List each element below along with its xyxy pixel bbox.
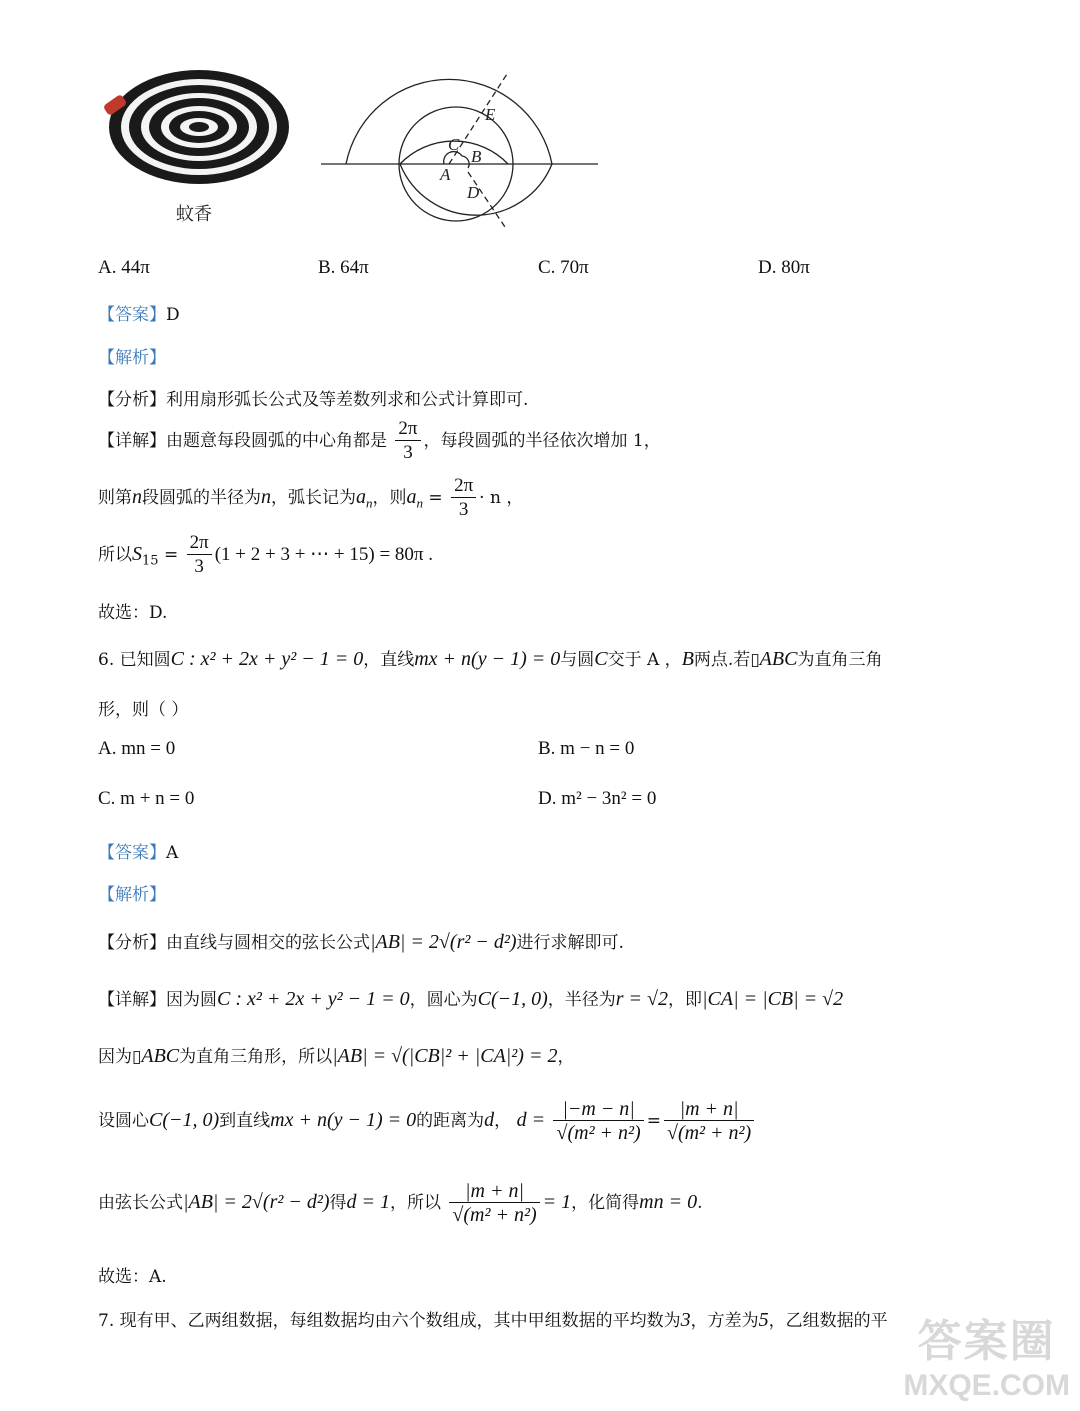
equals: = xyxy=(428,488,443,508)
fenxi-tag: 【分析】 xyxy=(98,390,166,410)
triangle-abc: ABC xyxy=(141,1045,180,1067)
var-a: a xyxy=(356,486,366,508)
q5-analysis-tag: 【解析】 xyxy=(98,348,166,368)
q5-detail-line2 xyxy=(98,475,523,522)
text: 的距离为 xyxy=(416,1111,485,1131)
radius-equality: |CA| = |CB| = √2 xyxy=(702,988,844,1010)
var-n: n xyxy=(261,486,271,508)
text: ，直线 xyxy=(363,650,415,670)
denominator: √(m² + n²) xyxy=(666,1122,752,1144)
text: 由题意每段圆弧的中心角都是 xyxy=(166,431,387,451)
denominator: 3 xyxy=(194,556,204,577)
numerator: |m + n| xyxy=(449,1180,539,1203)
spiral-diagram xyxy=(321,74,598,227)
sum-expression: (1 + 2 + 3 + ⋯ + 15) = 80π . xyxy=(214,544,434,565)
figure-caption: 蚊香 xyxy=(176,204,212,225)
label-A: A xyxy=(440,165,451,184)
text: ，每段圆弧的半径依次增加 1， xyxy=(423,431,661,451)
distance-fraction-1 xyxy=(553,1098,643,1145)
watermark-text: 答案圈 xyxy=(917,1317,1056,1366)
d-value: d = 1 xyxy=(346,1191,390,1213)
text: 段圆弧的半径为 xyxy=(142,488,261,508)
mosquito-coil-figure xyxy=(96,52,616,242)
text: 则第 xyxy=(98,488,132,508)
answer-value: D xyxy=(166,305,180,325)
q7-stem xyxy=(98,1306,888,1332)
text: 因为圆 xyxy=(166,990,217,1010)
numerator: |−m − n| xyxy=(553,1098,643,1121)
circle-equation: C : x² + 2x + y² − 1 = 0 xyxy=(217,988,410,1010)
q6-fenxi xyxy=(98,928,624,954)
text: 为直角三角形，所以 xyxy=(179,1047,333,1067)
text: 到直线 xyxy=(219,1111,271,1131)
subscript-n: n xyxy=(366,495,373,511)
text: 设圆心 xyxy=(98,1111,149,1131)
variance-value: 5 xyxy=(758,1309,769,1331)
text: ，弧长记为 xyxy=(271,488,356,508)
q5-detail-line1 xyxy=(98,418,661,465)
q6-choose: 故选：A. xyxy=(98,1267,167,1287)
ab-length: |AB| = √(|CB|² + |CA|²) = 2 xyxy=(332,1045,558,1067)
fraction-2pi-over-3 xyxy=(187,532,212,579)
q6-stem-line2: 形，则（ ） xyxy=(98,700,189,720)
q6-detail-line3 xyxy=(98,1098,757,1145)
chord-formula: |AB| = 2√(r² − d²) xyxy=(183,1191,330,1213)
q6-stem-line1: 6. 已知圆C : x² + 2x + y² − 1 = 0，直线mx + n(y − 1) = 0与圆C交于 A ，B两点.若▯ABC为直角三角 xyxy=(98,648,883,670)
text: ，即 xyxy=(668,990,703,1010)
equals: = xyxy=(646,1111,661,1131)
denominator: 3 xyxy=(458,499,469,520)
center: C(−1, 0) xyxy=(477,988,548,1010)
text: ，则 xyxy=(372,488,407,508)
q5-choose: 故选：D. xyxy=(98,603,168,623)
xiangjie-tag: 【详解】 xyxy=(98,431,166,451)
text: 两点.若 xyxy=(693,650,751,670)
numerator: 2π xyxy=(395,418,420,441)
q6-detail-line1 xyxy=(98,985,843,1011)
period: . xyxy=(697,1193,703,1213)
q5-answer xyxy=(98,300,180,325)
watermark xyxy=(903,1305,1070,1403)
text: 7. 现有甲、乙两组数据，每组数据均由六个数组成，其中甲组数据的平均数为 xyxy=(98,1311,681,1331)
fenxi-tag: 【分析】 xyxy=(98,933,166,953)
q5-option-a: A. 44π xyxy=(98,257,150,278)
circle-equation: C : x² + 2x + y² − 1 = 0 xyxy=(170,648,364,670)
text: 与圆 xyxy=(560,650,595,670)
q6-detail-line4 xyxy=(98,1180,703,1227)
equals: = xyxy=(163,545,179,565)
fraction-2pi-over-3 xyxy=(395,418,420,465)
answer-value: A xyxy=(166,843,179,863)
distance-fraction-2 xyxy=(664,1098,754,1145)
radius: r = √2 xyxy=(615,988,669,1010)
text: · n ， xyxy=(479,488,524,508)
answer-tag: 【答案】 xyxy=(98,305,166,325)
q5-option-c: C. 70π xyxy=(538,257,589,278)
q5-fenxi xyxy=(98,385,528,410)
center: C(−1, 0) xyxy=(149,1109,220,1131)
label-C: C xyxy=(448,135,460,154)
text: 为直角三角 xyxy=(797,650,883,670)
text: ， xyxy=(494,1111,512,1131)
fenxi-text: 利用扇形弧长公式及等差数列求和公式计算即可. xyxy=(166,390,529,410)
numerator: 2π xyxy=(451,475,476,498)
label-D: D xyxy=(467,183,480,202)
label-E: E xyxy=(485,105,496,124)
line-equation: mx + n(y − 1) = 0 xyxy=(414,648,561,670)
mosquito-coil-image xyxy=(103,70,289,184)
subscript-15: 15 xyxy=(142,553,159,569)
var-d: d xyxy=(484,1109,495,1131)
text: 由弦长公式 xyxy=(98,1193,183,1213)
numerator: 2π xyxy=(187,532,212,555)
q6-detail-line2: 因为▯ABC为直角三角形，所以|AB| = √(|CB|² + |CA|²) = 2， xyxy=(98,1045,575,1067)
text: ，化简得 xyxy=(571,1193,640,1213)
label-B: B xyxy=(471,147,482,166)
q6-option-b: B. m − n = 0 xyxy=(538,738,635,759)
text: 进行求解即可. xyxy=(516,933,624,953)
line-equation: mx + n(y − 1) = 0 xyxy=(270,1109,417,1131)
numerator: |m + n| xyxy=(664,1098,754,1121)
text: 由直线与圆相交的弦长公式 xyxy=(166,933,370,953)
denominator: 3 xyxy=(403,442,413,463)
text: ，半径为 xyxy=(547,990,616,1010)
var-n: n xyxy=(132,486,142,508)
equals-one: = 1 xyxy=(542,1191,572,1213)
q5-option-d: D. 80π xyxy=(758,257,810,278)
text: ，所以 xyxy=(390,1193,441,1213)
text: ，方差为 xyxy=(690,1311,759,1331)
distance-fraction xyxy=(449,1180,539,1227)
q6-option-c: C. m + n = 0 xyxy=(98,788,195,809)
text: ， xyxy=(557,1047,575,1067)
q6-answer xyxy=(98,838,178,863)
subscript-n: n xyxy=(416,495,423,511)
text: 6. 已知圆 xyxy=(98,650,171,670)
triangle-abc: ABC xyxy=(759,648,798,670)
q5-detail-line3 xyxy=(98,532,433,579)
q5-option-b: B. 64π xyxy=(318,257,369,278)
fraction-2pi-over-3 xyxy=(451,475,476,522)
text: ，乙组数据的平 xyxy=(768,1311,888,1331)
var-s: S xyxy=(132,543,142,565)
text: 交于 A ， xyxy=(607,650,682,670)
watermark-url: MXQE.COM xyxy=(903,1369,1070,1402)
xiangjie-tag: 【详解】 xyxy=(98,990,166,1010)
mean-value: 3 xyxy=(680,1309,691,1331)
q6-option-a: A. mn = 0 xyxy=(98,738,176,759)
var-a: a xyxy=(406,486,417,508)
text: 得 xyxy=(329,1193,347,1213)
denominator: √(m² + n²) xyxy=(556,1122,641,1144)
answer-tag: 【答案】 xyxy=(98,843,166,863)
text: 因为 xyxy=(98,1047,132,1067)
text: ，圆心为 xyxy=(409,990,478,1010)
q6-analysis-tag: 【解析】 xyxy=(98,885,166,905)
chord-formula: |AB| = 2√(r² − d²) xyxy=(370,931,517,953)
d-equals: d = xyxy=(516,1109,546,1131)
q6-option-d: D. m² − 3n² = 0 xyxy=(538,788,657,809)
denominator: √(m² + n²) xyxy=(452,1204,537,1226)
text: 所以 xyxy=(98,545,132,565)
result: mn = 0 xyxy=(639,1191,698,1213)
